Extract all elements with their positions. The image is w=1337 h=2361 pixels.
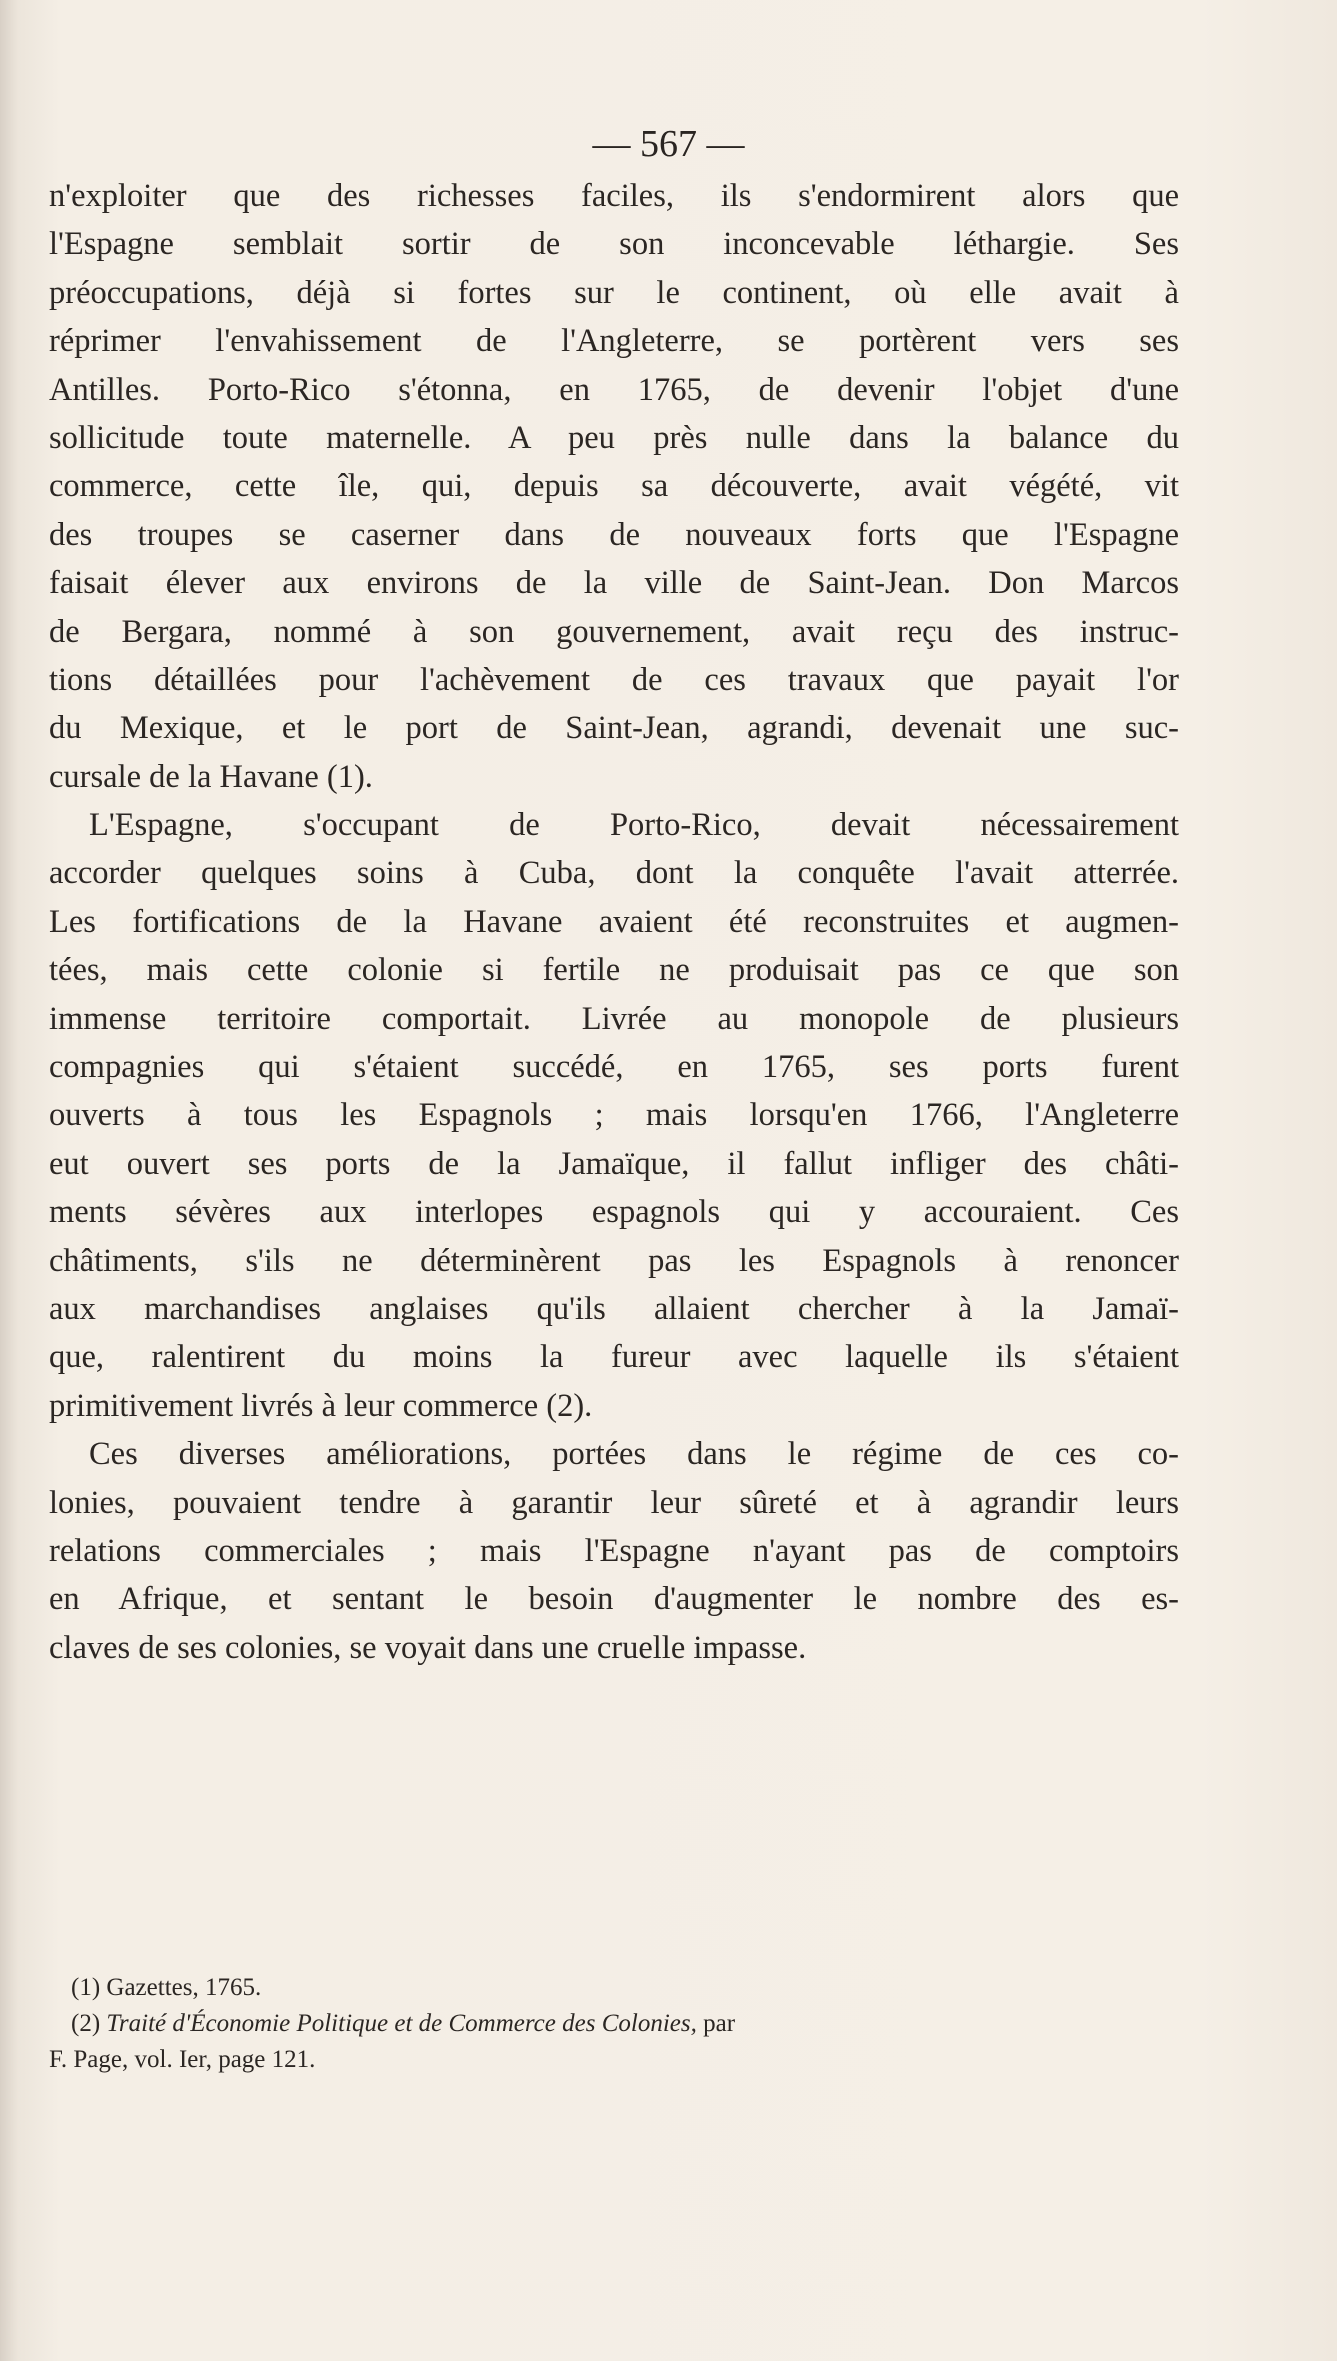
- page-number: — 567 —: [592, 123, 745, 165]
- body-text: [49, 172, 1179, 1672]
- text-line: que, ralentirent du moins la fureur avec laquelle ils s'étaient: [49, 1339, 1179, 1376]
- text-line: aux marchandises anglaises qu'ils allaient chercher à la Jamaï-: [49, 1290, 1179, 1327]
- text-line: sollicitude toute maternelle. A peu près nulle dans la balance du: [49, 419, 1179, 456]
- text-line: commerce, cette île, qui, depuis sa découverte, avait végété, vit: [49, 468, 1179, 505]
- text-line: des troupes se caserner dans de nouveaux forts que l'Espagne: [49, 516, 1179, 553]
- text-line: Ces diverses améliorations, portées dans le régime de ces co-: [89, 1436, 1179, 1473]
- footnote-1: (1) Gazettes, 1765.: [71, 1974, 262, 2001]
- text-line: lonies, pouvaient tendre à garantir leur sûreté et à agrandir leurs: [49, 1484, 1179, 1521]
- text-line: compagnies qui s'étaient succédé, en 1765, ses ports furent: [49, 1049, 1179, 1086]
- text-line: accorder quelques soins à Cuba, dont la conquête l'avait atterrée.: [49, 855, 1179, 892]
- text-line: tions détaillées pour l'achèvement de ces travaux que payait l'or: [49, 661, 1179, 698]
- text-line: l'Espagne semblait sortir de son inconcevable léthargie. Ses: [49, 226, 1179, 263]
- text-line: faisait élever aux environs de la ville de Saint-Jean. Don Marcos: [49, 565, 1179, 602]
- text-line: en Afrique, et sentant le besoin d'augmenter le nombre des es-: [49, 1581, 1179, 1618]
- text-line: préoccupations, déjà si fortes sur le continent, où elle avait à: [49, 274, 1179, 311]
- text-line: claves de ses colonies, se voyait dans une cruelle impasse.: [49, 1629, 807, 1666]
- text-line: primitivement livrés à leur commerce (2).: [49, 1387, 593, 1424]
- text-line: immense territoire comportait. Livrée au monopole de plusieurs: [49, 1000, 1179, 1037]
- footnote-2-continuation: F. Page, vol. Ier, page 121.: [49, 2046, 316, 2073]
- text-line: de Bergara, nommé à son gouvernement, avait reçu des instruc-: [49, 613, 1179, 650]
- text-line: L'Espagne, s'occupant de Porto-Rico, devait nécessairement: [89, 807, 1179, 844]
- text-line: relations commerciales ; mais l'Espagne n'ayant pas de comptoirs: [49, 1532, 1179, 1569]
- text-line: Antilles. Porto-Rico s'étonna, en 1765, de devenir l'objet d'une: [49, 371, 1179, 408]
- text-line: n'exploiter que des richesses faciles, ils s'endormirent alors que: [49, 178, 1179, 214]
- text-line: réprimer l'envahissement de l'Angleterre, se portèrent vers ses: [49, 323, 1179, 360]
- text-line: eut ouvert ses ports de la Jamaïque, il fallut infliger des châti-: [49, 1145, 1179, 1182]
- footnote-2: [49, 2006, 1179, 2042]
- text-line: cursale de la Havane (1).: [49, 758, 373, 795]
- text-line: tées, mais cette colonie si fertile ne produisait pas ce que son: [49, 952, 1179, 989]
- text-line: châtiments, s'ils ne déterminèrent pas les Espagnols à renoncer: [49, 1242, 1179, 1279]
- footnote-2-prefix: (2): [71, 2010, 107, 2037]
- footnote-2-title: Traité d'Économie Politique et de Commerce des Colonies,: [106, 2010, 697, 2037]
- text-line: du Mexique, et le port de Saint-Jean, agrandi, devenait une suc-: [49, 710, 1179, 747]
- footnote-2-suffix: par: [696, 2010, 736, 2037]
- footnotes: [49, 1970, 1179, 2078]
- text-line: Les fortifications de la Havane avaient été reconstruites et augmen-: [49, 903, 1179, 940]
- text-line: ments sévères aux interlopes espagnols qui y accouraient. Ces: [49, 1194, 1179, 1231]
- text-line: ouverts à tous les Espagnols ; mais lorsqu'en 1766, l'Angleterre: [49, 1097, 1179, 1134]
